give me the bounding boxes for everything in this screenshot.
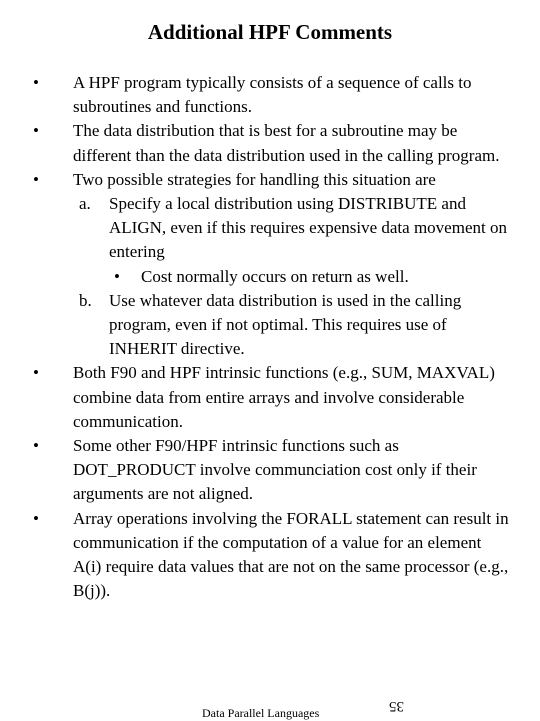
sub-sub-item-marker: • xyxy=(114,266,120,286)
page-number: 35 xyxy=(389,698,404,714)
bullet-marker: • xyxy=(33,363,39,383)
sub-item xyxy=(30,289,510,362)
slide-content xyxy=(30,71,510,603)
slide-title: Additional HPF Comments xyxy=(147,20,393,44)
sub-item-text: Use whatever data distribution is used in the calling program, even if not optimal. This requires use of INHERIT directive. xyxy=(109,290,462,359)
bullet-text: The data distribution that is best for a subroutine may be different than the data distribution used in the calling program. xyxy=(73,121,500,165)
sub-item-text: Specify a local distribution using DISTRIBUTE and ALIGN, even if this requires expensive data movement on entering xyxy=(109,194,507,262)
bullet-text: Array operations involving the FORALL statement can result in communication if the computation of a value for an element A(i) require data values that are not on the same processor (e.g., B(j)). xyxy=(73,508,509,601)
sub-item-marker: b. xyxy=(79,290,92,310)
sub-item xyxy=(30,192,510,265)
sub-item-marker: a. xyxy=(79,194,91,214)
bullet-text: Both F90 and HPF intrinsic functions (e.g., SUM, MAXVAL) combine data from entire arrays and involve considerable communication. xyxy=(73,363,495,431)
bullet-text: Some other F90/HPF intrinsic functions such as DOT_PRODUCT involve communciation cost only if their arguments are not aligned. xyxy=(73,436,477,504)
bullet-marker: • xyxy=(33,436,39,456)
bullet-item xyxy=(30,434,510,507)
bullet-item xyxy=(30,507,510,604)
bullet-marker: • xyxy=(33,169,39,189)
sub-sub-item-text: Cost normally occurs on return as well. xyxy=(141,266,409,286)
bullet-marker: • xyxy=(33,508,39,528)
bullet-text: A HPF program typically consists of a sequence of calls to subroutines and functions. xyxy=(73,73,472,117)
bullet-item xyxy=(30,168,510,192)
bullet-item xyxy=(30,119,510,167)
sub-sub-item xyxy=(30,265,510,289)
bullet-marker: • xyxy=(33,121,39,141)
bullet-marker: • xyxy=(33,73,39,92)
bullet-item xyxy=(30,361,510,434)
footer-label: Data Parallel Languages xyxy=(202,706,320,720)
bullet-text: Two possible strategies for handling this situation are xyxy=(73,169,436,189)
bullet-item xyxy=(30,71,510,119)
